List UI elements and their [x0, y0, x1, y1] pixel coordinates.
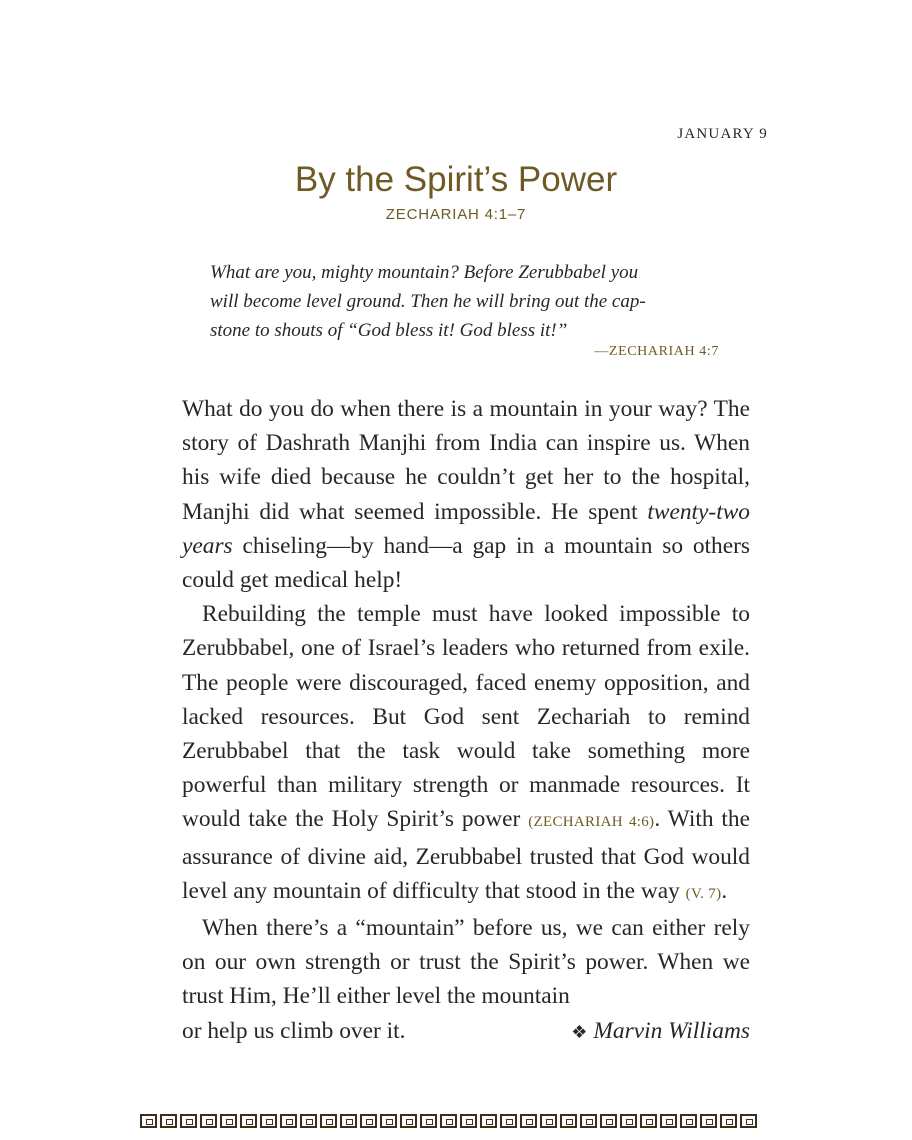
border-ornament — [300, 1114, 317, 1128]
border-ornament — [460, 1114, 477, 1128]
paragraph-text: chiseling—by hand—a gap in a mountain so others could get medical help! — [182, 532, 750, 594]
border-ornament — [720, 1114, 737, 1128]
scripture-citation: (V. 7) — [685, 885, 722, 902]
page-date: JANUARY 9 — [677, 126, 768, 142]
border-ornament — [340, 1114, 357, 1128]
ornament-icon: ❖ — [571, 1021, 588, 1042]
border-ornament — [440, 1114, 457, 1128]
key-verse-line: stone to shouts of “God bless it! God bless it!” — [210, 320, 568, 341]
border-ornament — [360, 1114, 377, 1128]
border-ornament — [640, 1114, 657, 1128]
closing-line — [182, 1014, 750, 1049]
key-verse — [210, 258, 710, 345]
border-ornament — [260, 1114, 277, 1128]
decorative-border — [140, 1114, 772, 1132]
emphasis: twenty-two years — [182, 498, 750, 559]
border-ornament — [560, 1114, 577, 1128]
key-verse-reference: —ZECHARIAH 4:7 — [594, 344, 719, 359]
author-name: Marvin Williams — [593, 1017, 750, 1044]
scripture-reading: ZECHARIAH 4:1–7 — [385, 206, 527, 223]
border-ornament — [680, 1114, 697, 1128]
border-ornament — [580, 1114, 597, 1128]
border-ornament — [200, 1114, 217, 1128]
paragraph-text: What do you do when there is a mountain in your way? The story of Dashrath Manjhi from India can inspire us. When his wife died because he couldn’t get her to the hospital, Manjhi did what seemed impossible. He spent — [182, 396, 750, 525]
border-ornament — [320, 1114, 337, 1128]
border-ornament — [240, 1114, 257, 1128]
paragraph-text: or help us climb over it. — [182, 1017, 406, 1044]
paragraph-1 — [182, 392, 750, 597]
scripture-citation: (ZECHARIAH 4:6) — [528, 814, 655, 831]
border-ornament — [280, 1114, 297, 1128]
border-ornament — [520, 1114, 537, 1128]
border-ornament — [220, 1114, 237, 1128]
border-ornament — [480, 1114, 497, 1128]
border-ornament — [420, 1114, 437, 1128]
key-verse-line: will become level ground. Then he will bring out the cap- — [210, 291, 646, 312]
border-ornament — [140, 1114, 157, 1128]
paragraph-text: . With the assurance of divine aid, Zerubbabel trusted that God would level any mountain of difficulty that stood in the way — [182, 806, 750, 904]
border-ornament — [380, 1114, 397, 1128]
paragraph-2 — [182, 597, 750, 911]
border-ornament — [180, 1114, 197, 1128]
border-ornament — [600, 1114, 617, 1128]
border-ornament — [540, 1114, 557, 1128]
author-signature — [571, 1014, 750, 1049]
border-ornament — [660, 1114, 677, 1128]
border-ornament — [620, 1114, 637, 1128]
paragraph-text: Rebuilding the temple must have looked impossible to Zerubbabel, one of Israel’s leaders who returned from exile. The people were discouraged, faced enemy opposition, and lacked resources. But God sent Zechariah to remind Zerubbabel that the task would take something more powerful than military strength or manmade resources. It would take the Holy Spirit’s power — [182, 601, 750, 833]
paragraph-3: When there’s a “mountain” before us, we can either rely on our own strength or trust the Spirit’s power. When we trust Him, He’ll either level the mountain — [182, 915, 750, 1010]
key-verse-line: What are you, mighty mountain? Before Zerubbabel you — [210, 262, 639, 283]
border-ornament — [740, 1114, 757, 1128]
border-ornament — [500, 1114, 517, 1128]
paragraph-text: . — [721, 877, 728, 904]
devotion-title: By the Spirit’s Power — [294, 160, 618, 199]
border-ornament — [700, 1114, 717, 1128]
border-ornament — [400, 1114, 417, 1128]
border-ornament — [160, 1114, 177, 1128]
devotion-body — [182, 392, 750, 1049]
